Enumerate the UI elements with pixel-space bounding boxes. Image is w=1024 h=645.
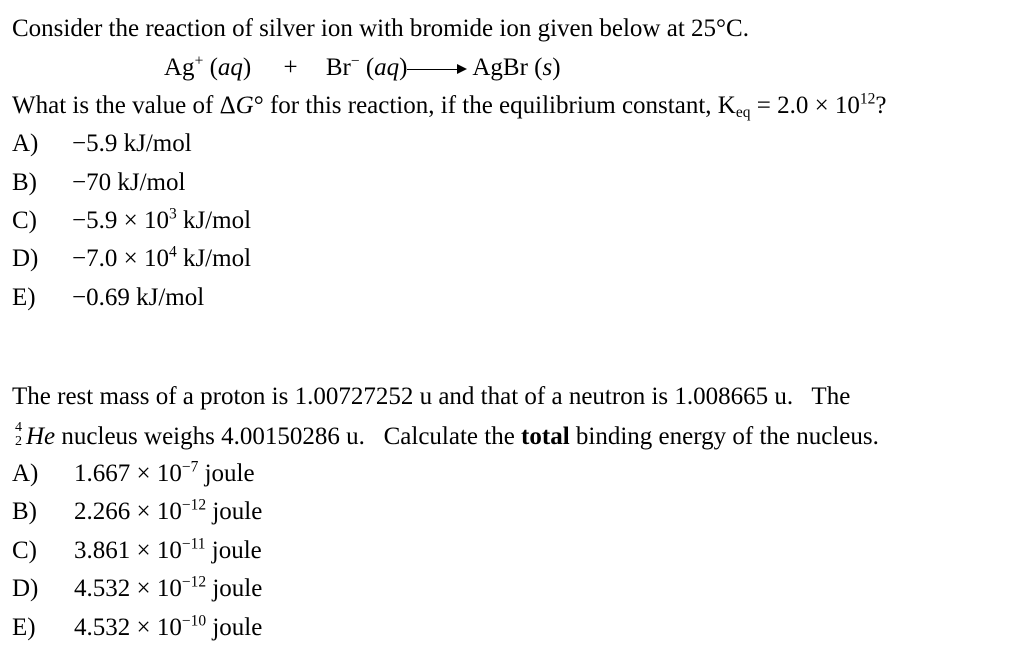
option-letter: D) <box>12 575 39 602</box>
option-c-text: $3.861 \times 10^{-11}$ joule <box>74 535 262 564</box>
reaction-equation: Ag+ (aq) + Br− (aq) AgBr (s) <box>164 52 561 81</box>
isotope-notation: 4 2 <box>15 420 22 449</box>
plus-sign: + <box>283 54 298 81</box>
reaction-arrow-icon <box>407 59 467 79</box>
option-letter: A) <box>12 130 39 157</box>
option-letter: D) <box>12 245 39 272</box>
option-e-text: −0.69 kJ/mol <box>72 284 205 311</box>
option-b-text: −70 kJ/mol <box>72 169 186 196</box>
bromide-ion-state: aq <box>374 54 400 81</box>
option-a-text: $1.667 \times 10^{-7}$ joule <box>74 458 255 487</box>
product-state: s <box>542 54 553 81</box>
question-1-prompt: What is the value of ΔG° for this reaction, if the equilibrium constant, $K_{eq} = 2.0 \times 10^{12}$? <box>12 90 887 121</box>
option-letter: C) <box>12 537 37 564</box>
bromide-ion: Br− <box>325 52 360 81</box>
silver-ion-state: aq <box>217 54 243 81</box>
option-e-text: $4.532 \times 10^{-10}$ joule <box>74 612 263 641</box>
option-letter: B) <box>12 169 37 196</box>
silver-ion: Ag+ <box>164 52 204 81</box>
question-1-intro: Consider the reaction of silver ion with bromide ion given below at 25°C. <box>12 15 749 42</box>
option-letter: A) <box>12 460 39 487</box>
option-a-text: −5.9 kJ/mol <box>72 130 192 157</box>
option-c-text: $-5.9 \times 10^3$ kJ/mol <box>72 205 252 234</box>
option-letter: E) <box>12 614 36 641</box>
question-2-line-1: The rest mass of a proton is 1.00727252 u and that of a neutron is 1.008665 u. The <box>12 383 851 410</box>
option-b-text: $2.266 \times 10^{-12}$ joule <box>74 496 263 525</box>
helium-symbol: He <box>26 423 56 450</box>
option-letter: B) <box>12 498 37 525</box>
option-d-text: $4.532 \times 10^{-12}$ joule <box>74 573 263 602</box>
option-d-text: $-7.0 \times 10^4$ kJ/mol <box>72 243 252 272</box>
emphasis-total: total <box>521 423 570 450</box>
question-2-line-2: 4 2 He nucleus weighs 4.00150286 u. Calculate the total binding energy of the nucleus. <box>12 423 879 449</box>
product: AgBr <box>472 54 528 81</box>
option-letter: C) <box>12 207 37 234</box>
option-letter: E) <box>12 284 36 311</box>
